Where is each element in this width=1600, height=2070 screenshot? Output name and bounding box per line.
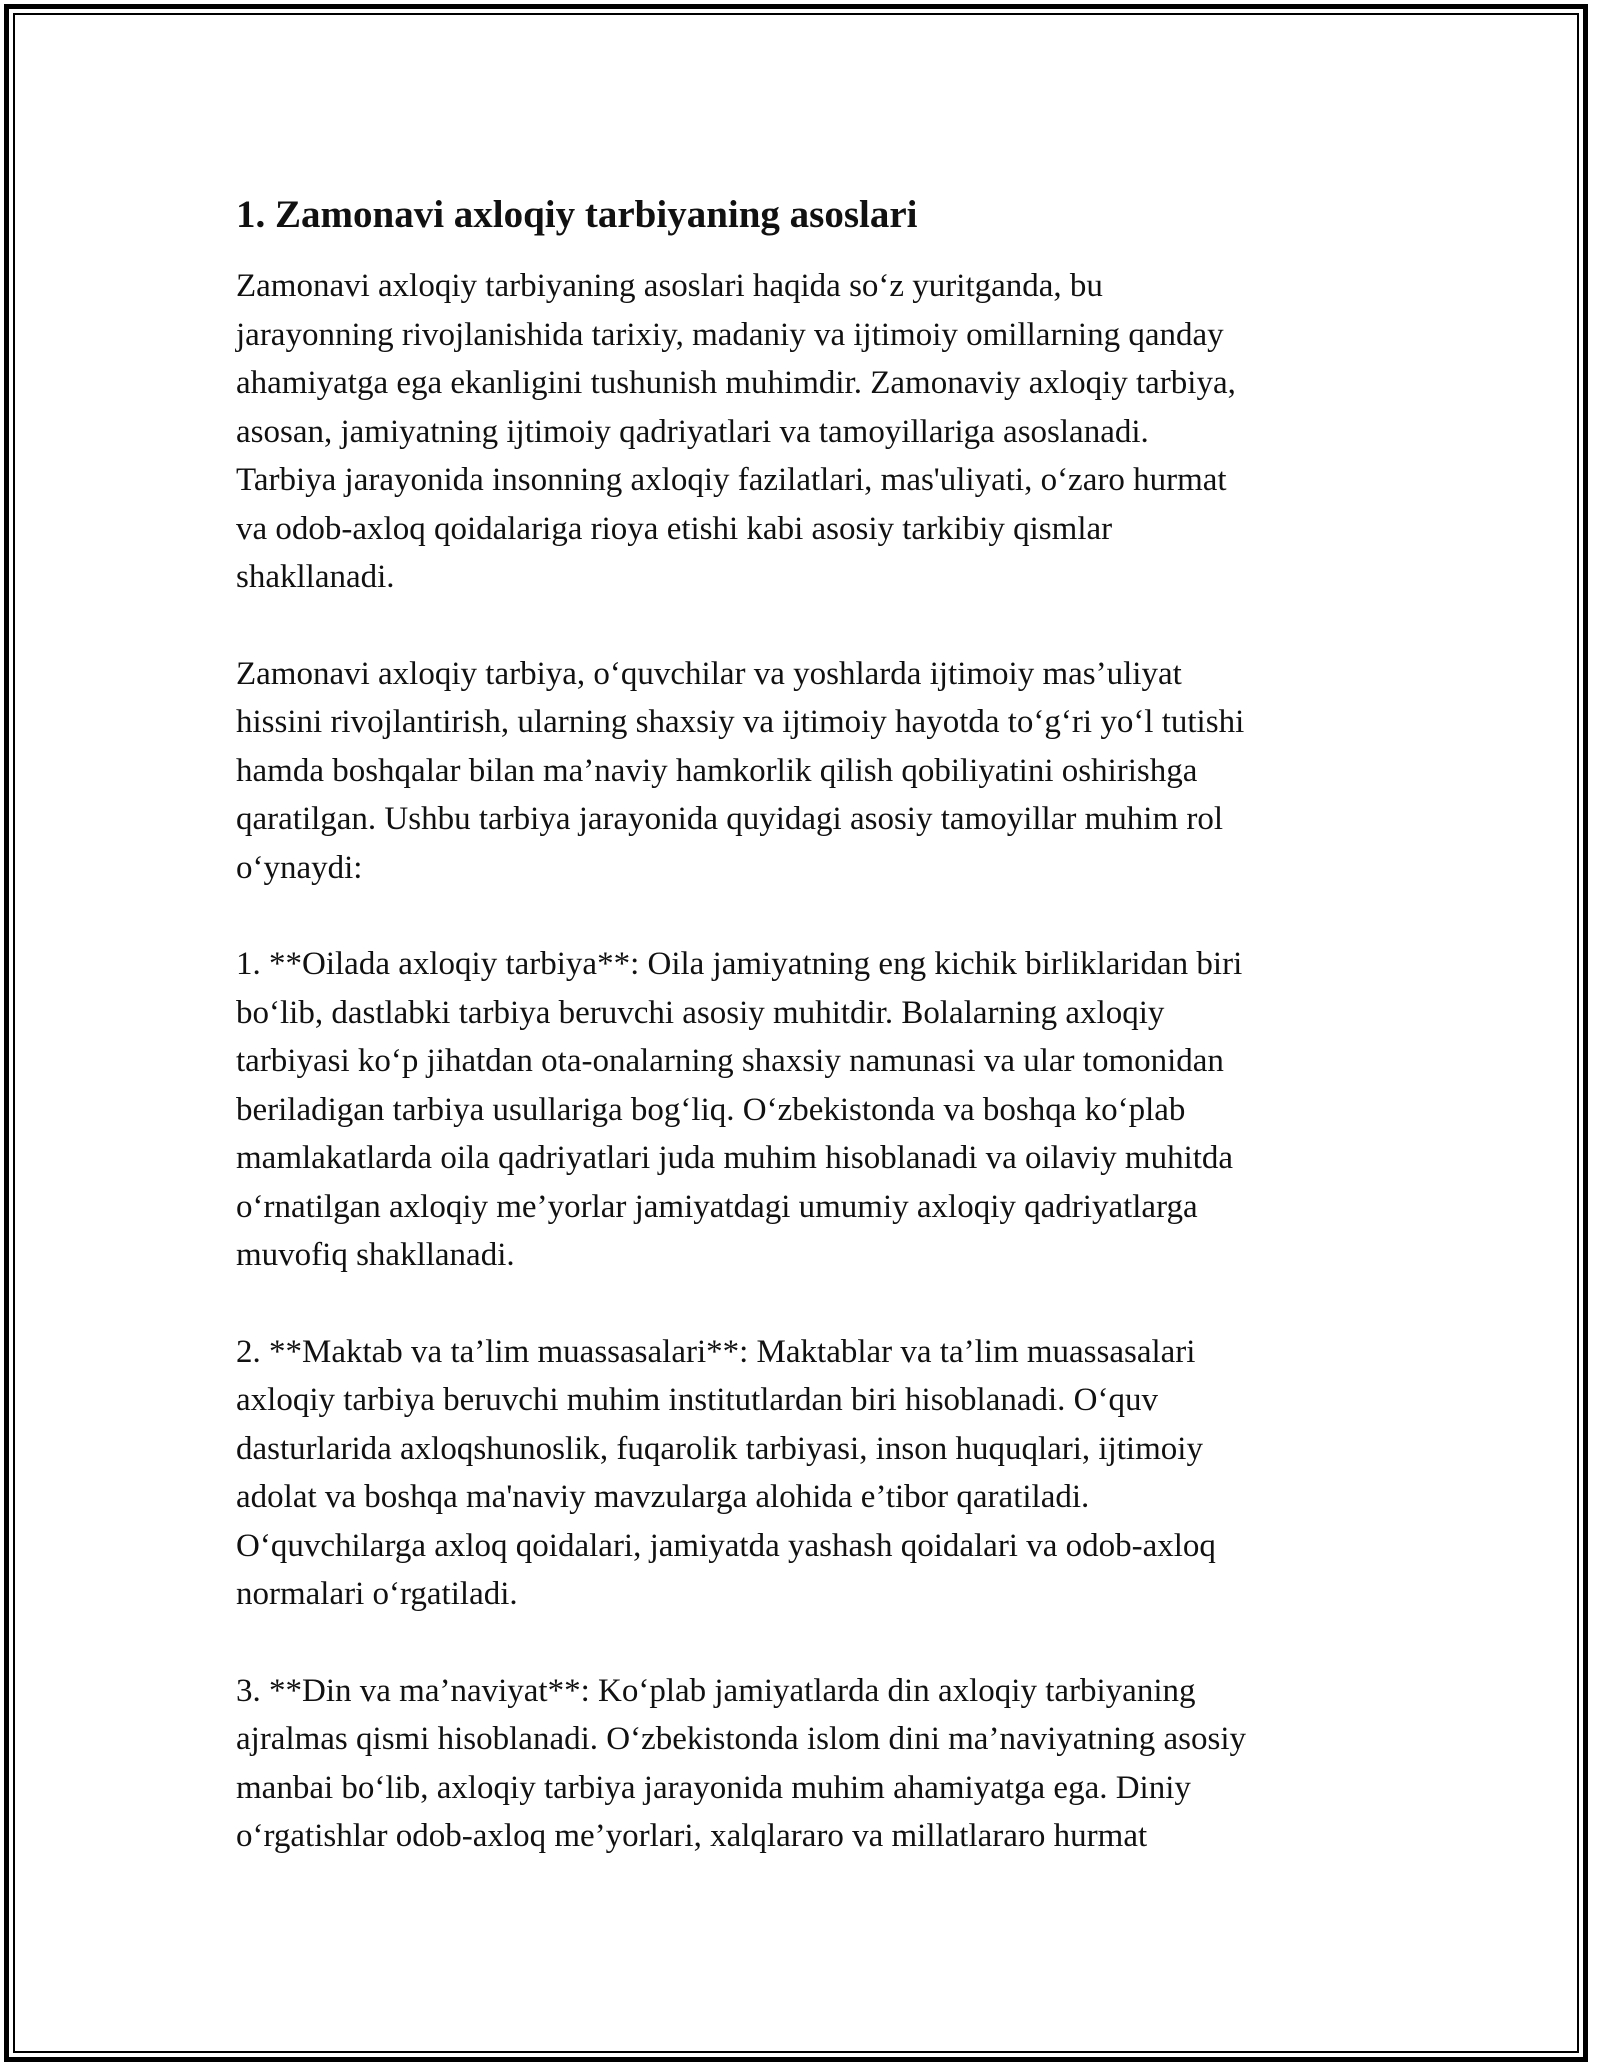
document-body [236, 190, 1366, 1909]
paragraph-principles: Zamonavi axloqiy tarbiya, o‘quvchilar va yoshlarda ijtimoiy mas’uliyat hissini rivojlantirish, ularning shaxsiy va ijtimoiy hayotda to‘g‘ri yo‘l tutishi hamda boshqalar bilan ma’naviy hamkorlik qilish qobiliyatini oshirishga qaratilgan. Ushbu tarbiya jarayonida quyidagi asosiy tamoyillar muhim rol o‘ynaydi: [236, 655, 1245, 886]
paragraph-intro: Zamonavi axloqiy tarbiyaning asoslari haqida so‘z yuritganda, bu jarayonning rivojlanishida tarixiy, madaniy va ijtimoiy omillarning qanday ahamiyatga ega ekanligini tushunish muhimdir. Zamonaviy axloqiy tarbiya, asosan, jamiyatning ijtimoiy qadriyatlari va tamoyillariga asoslanadi. Tarbiya jarayonida insonning axloqiy fazilatlari, mas'uliyati, o‘zaro hurmat va odob-axloq qoidalariga rioya etishi kabi asosiy tarkibiy qismlar shakllanadi. [236, 268, 1236, 595]
section-heading: 1. Zamonavi axloqiy tarbiyaning asoslari [236, 193, 918, 236]
paragraph-family: 1. **Oilada axloqiy tarbiya**: Oila jamiyatning eng kichik birliklaridan biri bo‘lib, dastlabki tarbiya beruvchi asosiy muhitdir. Bolalarning axloqiy tarbiyasi ko‘p jihatdan ota-onalarning shaxsiy namunasi va ular tomonidan beriladigan tarbiya usullariga bog‘liq. O‘zbekistonda va boshqa ko‘plab mamlakatlarda oila qadriyatlari juda muhim hisoblanadi va oilaviy muhitda o‘rnatilgan axloqiy me’yorlar jamiyatdagi umumiy axloqiy qadriyatlarga muvofiq shakllanadi. [236, 946, 1243, 1273]
paragraph-school: 2. **Maktab va ta’lim muassasalari**: Maktablar va ta’lim muassasalari axloqiy tarbiya beruvchi muhim institutlardan biri hisoblanadi. O‘quv dasturlarida axloqshunoslik, fuqarolik tarbiyasi, inson huquqlari, ijtimoiy adolat va boshqa ma'naviy mavzularga alohida e’tibor qaratiladi. O‘quvchilarga axloq qoidalari, jamiyatda yashash qoidalari va odob-axloq normalari o‘rgatiladi. [236, 1333, 1216, 1612]
paragraph-religion: 3. **Din va ma’naviyat**: Ko‘plab jamiyatlarda din axloqiy tarbiyaning ajralmas qismi hisoblanadi. O‘zbekistonda islom dini ma’naviyatning asosiy manbai bo‘lib, axloqiy tarbiya jarayonida muhim ahamiyatga ega. Diniy o‘rgatishlar odob-axloq me’yorlari, xalqlararo va millatlararo hurmat [236, 1672, 1246, 1854]
